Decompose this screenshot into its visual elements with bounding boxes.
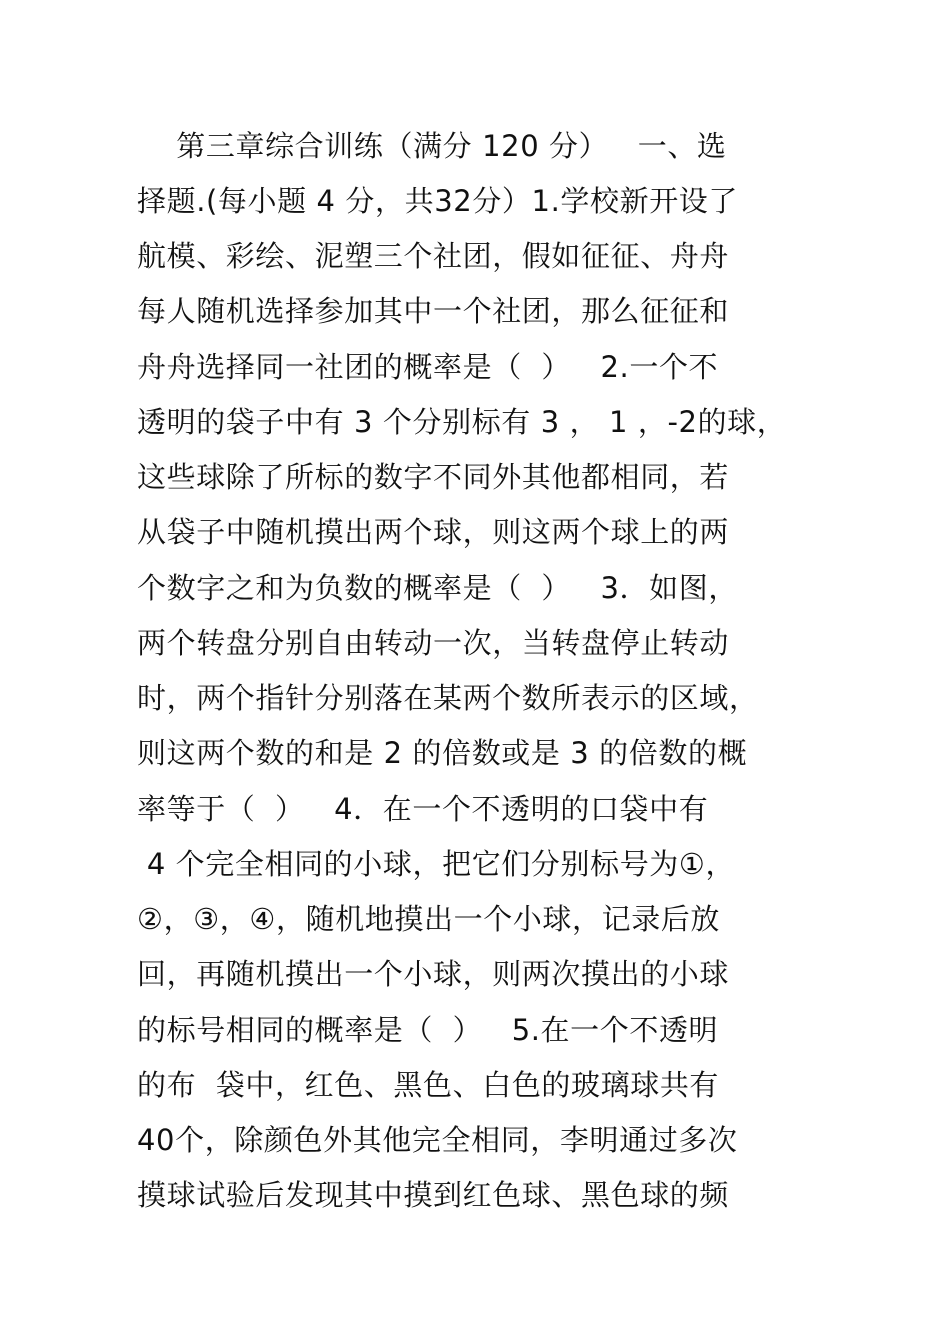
- text-line: 则这两个数的和是 2 的倍数或是 3 的倍数的概: [137, 736, 748, 770]
- text-line: 4 个完全相同的小球，把它们分别标号为①，: [137, 847, 736, 881]
- text-line: 40个，除颜色外其他完全相同，李明通过多次: [137, 1123, 738, 1157]
- text-line: 每人随机选择参加其中一个社团，那么征征和: [137, 294, 730, 328]
- text-line: 的布 袋中，红色、黑色、白色的玻璃球共有: [137, 1068, 720, 1102]
- text-line: 透明的袋子中有 3 个分别标有 3 ， 1 ，-2的球，: [137, 405, 787, 439]
- text-line: 两个转盘分别自由转动一次，当转盘停止转动: [137, 626, 730, 660]
- text-line: 航模、彩绘、泥塑三个社团，假如征征、舟舟: [137, 239, 730, 273]
- text-line: ②，③，④，随机地摸出一个小球，记录后放: [137, 902, 720, 936]
- text-line: 的标号相同的概率是（ ） 5.在一个不透明: [137, 1013, 719, 1047]
- text-line: 时，两个指针分别落在某两个数所表示的区域，: [137, 681, 759, 715]
- text-line: 回，再随机摸出一个小球，则两次摸出的小球: [137, 957, 730, 991]
- text-line: 率等于（ ） 4．在一个不透明的口袋中有: [137, 792, 709, 826]
- text-line: 这些球除了所标的数字不同外其他都相同，若: [137, 460, 730, 494]
- text-line: 个数字之和为负数的概率是（ ） 3．如图，: [137, 571, 738, 605]
- text-line: 择题.(每小题 4 分，共32分）1.学校新开设了: [137, 184, 738, 218]
- text-line: 摸球试验后发现其中摸到红色球、黑色球的频: [137, 1178, 730, 1212]
- text-line: 从袋子中随机摸出两个球，则这两个球上的两: [137, 515, 730, 549]
- text-line: 第三章综合训练（满分 120 分） 一、选: [137, 129, 727, 163]
- text-line: 舟舟选择同一社团的概率是（ ） 2.一个不: [137, 350, 719, 384]
